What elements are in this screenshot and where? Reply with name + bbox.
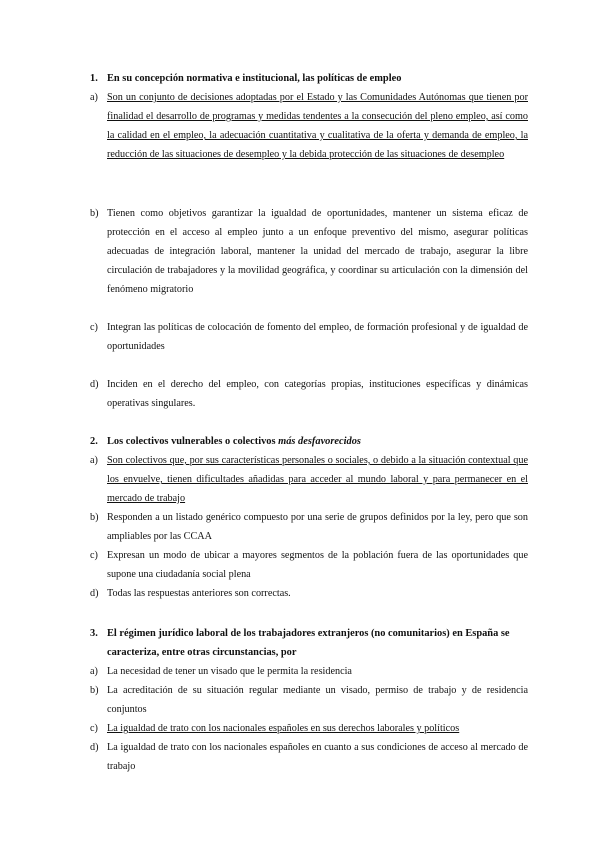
option-text: Tienen como objetivos garantizar la igualdad de oportunidades, mantener un sistema eficaz de protección en el acceso al empleo junto a un enfoque preventivo del mismo, asegurar políticas adecuadas de integración laboral, mantener la unidad del mercado de trabajo, asegurar la libre circulación de trabajadores y la movilidad geográfica, y coordinar su articulación con la dimensión del fenómeno migratorio	[107, 208, 528, 295]
option-1c	[90, 318, 528, 356]
question-2-title	[90, 432, 528, 451]
option-3a	[90, 662, 528, 681]
option-letter: b)	[90, 512, 99, 523]
option-text: La acreditación de su situación regular mediante un visado, permiso de trabajo y de residencia conjuntos	[107, 685, 528, 715]
question-1-title	[90, 69, 528, 88]
option-text: Integran las políticas de colocación de fomento del empleo, de formación profesional y de igualdad de oportunidades	[107, 322, 528, 352]
option-letter: a)	[90, 455, 98, 466]
question-1	[90, 69, 528, 164]
option-letter: a)	[90, 92, 98, 103]
option-letter: b)	[90, 685, 99, 696]
question-1-option-d-block	[90, 375, 528, 413]
option-text: Expresan un modo de ubicar a mayores segmentos de la población fuera de las oportunidades que supone una ciudadanía social plena	[107, 550, 528, 580]
option-letter: d)	[90, 742, 99, 753]
option-letter: c)	[90, 550, 98, 561]
question-2	[90, 432, 528, 603]
question-1-option-b-block	[90, 204, 528, 299]
question-text: En su concepción normativa e institucional, las políticas de empleo	[107, 73, 402, 84]
option-letter: c)	[90, 723, 98, 734]
option-letter: b)	[90, 208, 99, 219]
option-letter: c)	[90, 322, 98, 333]
question-number: 1.	[90, 73, 98, 84]
option-1a	[90, 88, 528, 164]
option-letter: a)	[90, 666, 98, 677]
option-text: Inciden en el derecho del empleo, con categorías propias, instituciones específicas y dinámicas operativas singulares.	[107, 379, 528, 409]
option-letter: d)	[90, 588, 99, 599]
question-number: 2.	[90, 436, 98, 447]
question-text: Los colectivos vulnerables o colectivos	[107, 436, 279, 447]
option-text-underlined: La igualdad de trato con los nacionales españoles en sus derechos laborales y políticos	[107, 723, 460, 734]
option-1d	[90, 375, 528, 413]
option-3b	[90, 681, 528, 719]
option-2b	[90, 508, 528, 546]
option-2c	[90, 546, 528, 584]
question-number: 3.	[90, 628, 98, 639]
option-2d	[90, 584, 528, 603]
question-3-title	[90, 624, 528, 662]
option-3d	[90, 738, 528, 776]
option-text-underlined: Son colectivos que, por sus características personales o sociales, o debido a la situación contextual que los envuelve, tienen dificultades añadidas para acceder al mundo laboral y para permanecer en el mercado de trabajo	[107, 455, 528, 504]
question-3	[90, 624, 528, 776]
option-3c	[90, 719, 528, 738]
option-text-underlined: Son un conjunto de decisiones adoptadas por el Estado y las Comunidades Autónomas que tienen por finalidad el desarrollo de programas y medidas tendentes a la consecución del pleno empleo, así como la calidad en el empleo, la adecuación cuantitativa y cualitativa de la oferta y demanda de empleo, la reducción de las situaciones de desempleo y la debida protección de las situaciones de desempleo	[107, 92, 528, 160]
option-letter: d)	[90, 379, 99, 390]
option-2a	[90, 451, 528, 508]
option-text: La necesidad de tener un visado que le permita la residencia	[107, 666, 352, 677]
question-1-option-c-block	[90, 318, 528, 356]
option-text: Responden a un listado genérico compuesto por una serie de grupos definidos por la ley, pero que son ampliables por las CCAA	[107, 512, 528, 542]
option-text: Todas las respuestas anteriores son correctas.	[107, 588, 291, 599]
question-text-italic: más desfavorecidos	[278, 436, 361, 447]
option-text: La igualdad de trato con los nacionales españoles en cuanto a sus condiciones de acceso al mercado de trabajo	[107, 742, 528, 772]
question-text: El régimen jurídico laboral de los trabajadores extranjeros (no comunitarios) en España se caracteriza, entre otras circunstancias, por	[107, 628, 510, 658]
option-1b	[90, 204, 528, 299]
